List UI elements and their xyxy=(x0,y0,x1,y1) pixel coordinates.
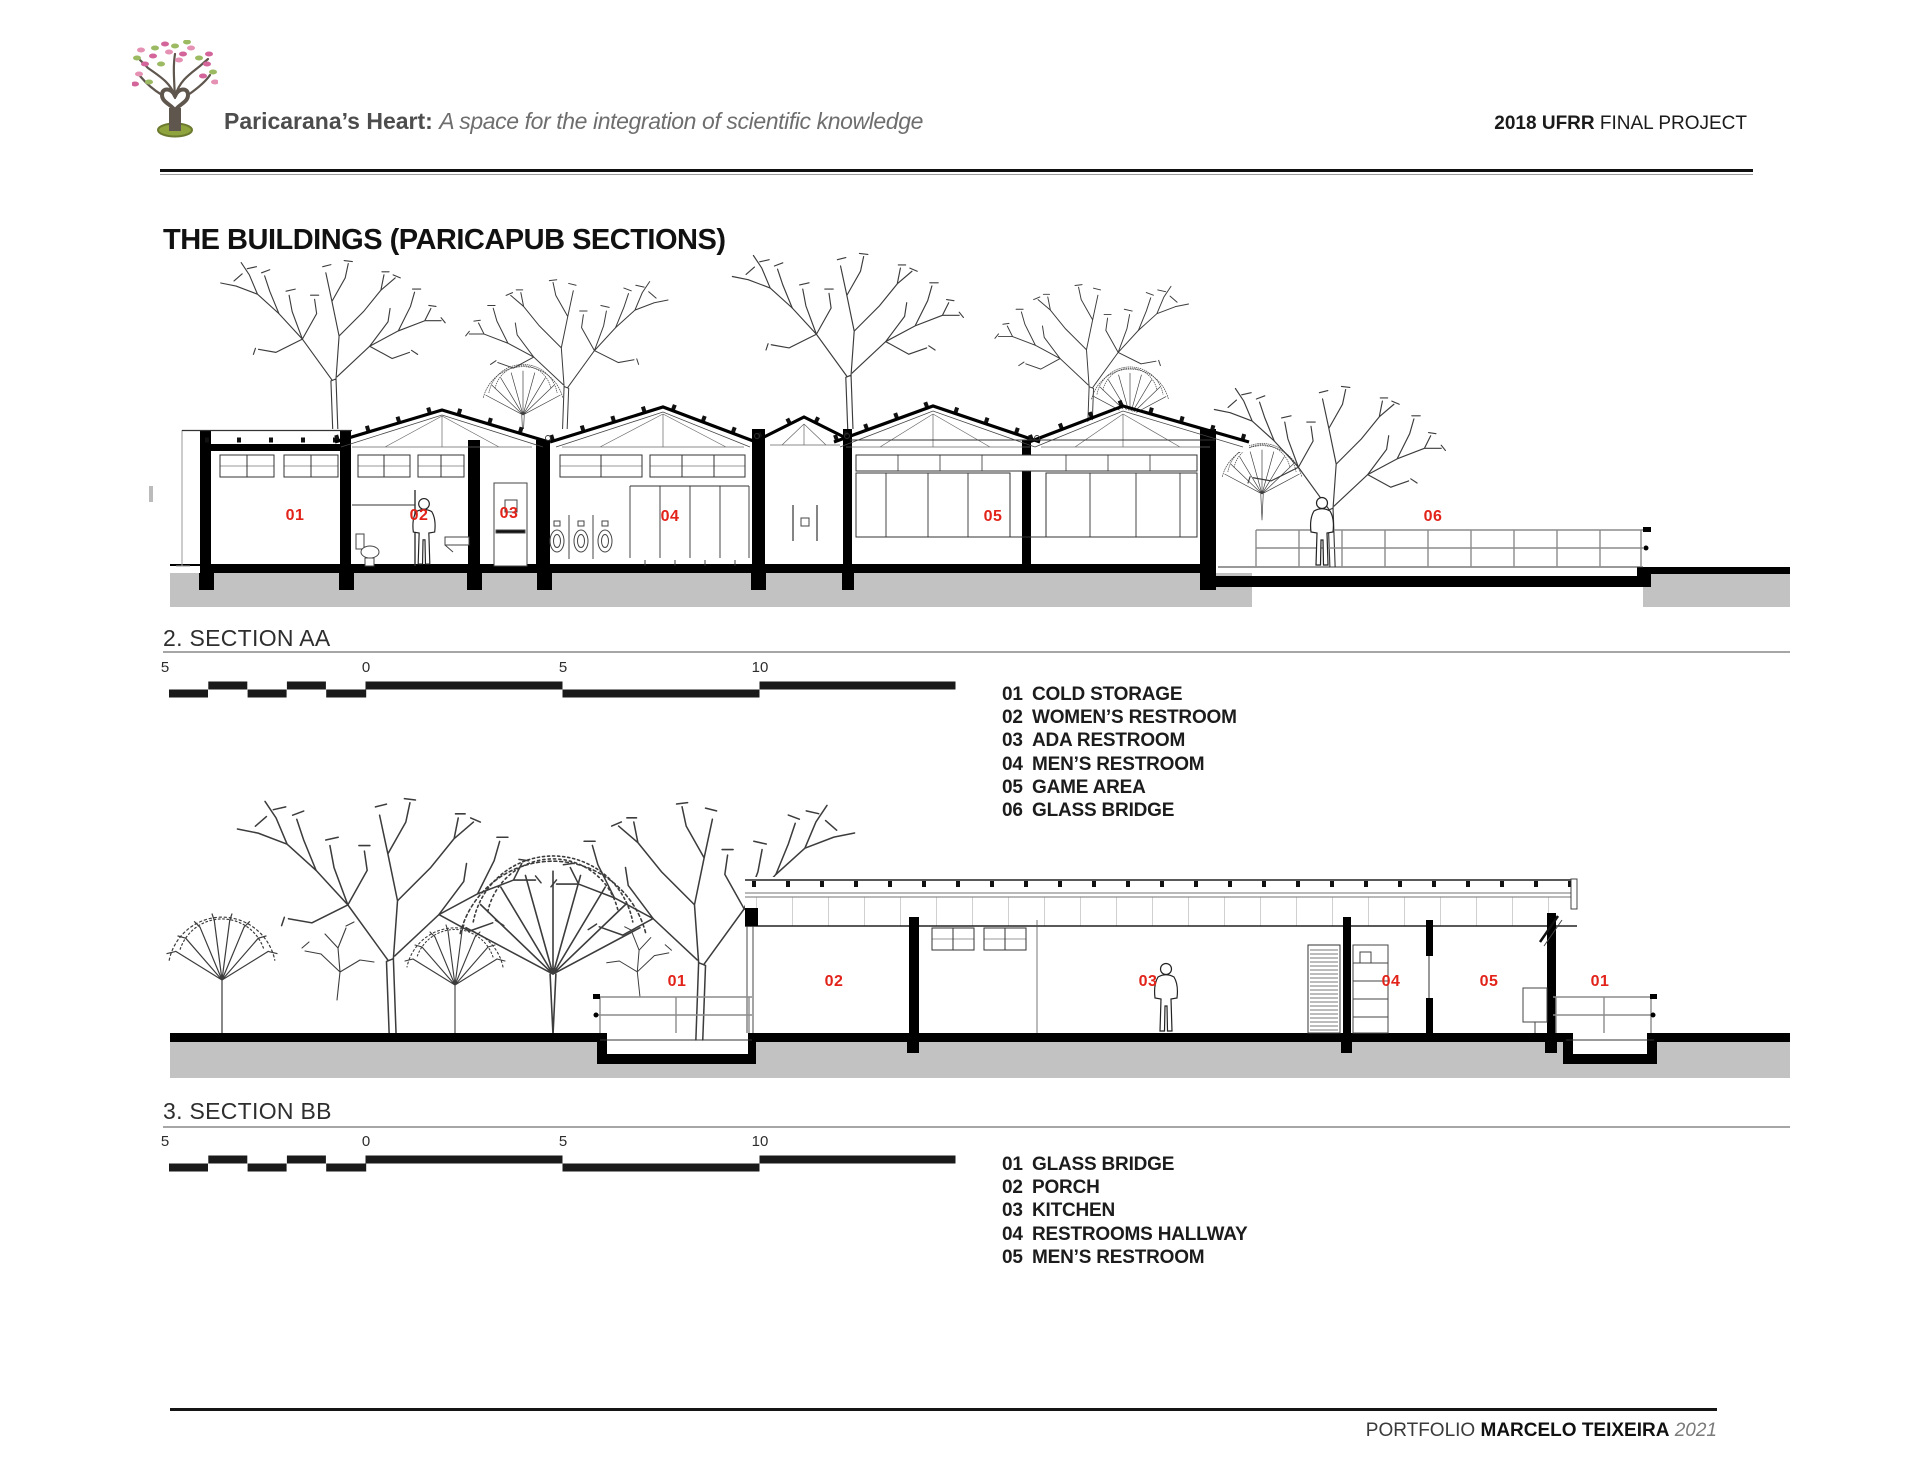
scale-label: 10 xyxy=(751,1133,769,1150)
legend-name: GLASS BRIDGE xyxy=(1032,1154,1175,1175)
legend-name: PORCH xyxy=(1032,1177,1100,1199)
section-aa-ground xyxy=(170,564,1790,607)
brand-name: Paricarana’s Heart: xyxy=(224,108,433,134)
legend-name: COLD STORAGE xyxy=(1032,684,1183,705)
section-aa-scale-bar xyxy=(169,681,959,698)
scale-label: 5 xyxy=(160,1133,170,1150)
legend-name: MEN’S RESTROOM xyxy=(1032,753,1205,775)
section-bb-rule xyxy=(163,1126,1790,1128)
legend-row: 02 PORCH xyxy=(1002,1177,1100,1199)
page-title: THE BUILDINGS (PARICAPUB SECTIONS) xyxy=(163,224,726,256)
room-label-bb-01b: 01 xyxy=(1590,973,1610,990)
room-label-aa-02: 02 xyxy=(409,507,429,524)
legend-row: 03 ADA RESTROOM xyxy=(1002,730,1186,752)
footer-credit: PORTFOLIO MARCELO TEIXEIRA 2021 xyxy=(1365,1420,1717,1441)
room-label-aa-06: 06 xyxy=(1423,508,1443,525)
footer-year: 2021 xyxy=(1669,1420,1717,1441)
legend-name: MEN’S RESTROOM xyxy=(1032,1246,1205,1268)
room-label-bb-03: 03 xyxy=(1138,973,1158,990)
legend-name: GLASS BRIDGE xyxy=(1032,799,1175,821)
scale-label: 0 xyxy=(361,1133,371,1150)
scale-label: 5 xyxy=(558,659,568,676)
legend-name: GAME AREA xyxy=(1032,776,1146,798)
section-aa-rule xyxy=(163,651,1790,653)
section-bb-title: 3. SECTION BB xyxy=(163,1098,332,1124)
room-label-bb-01: 01 xyxy=(667,973,687,990)
header-divider-thin xyxy=(160,174,1753,175)
legend-row: 04 MEN’S RESTROOM xyxy=(1002,753,1205,775)
legend-row: 02 WOMEN’S RESTROOM xyxy=(1002,707,1237,729)
section-bb-legend xyxy=(1002,1153,1247,1269)
footer-divider xyxy=(170,1408,1717,1411)
legend-row: 01 COLD STORAGE xyxy=(1002,684,1183,705)
legend-row: 05 MEN’S RESTROOM xyxy=(1002,1246,1205,1268)
brand-tagline: A space for the integration of scientific knowledge xyxy=(439,108,923,134)
scale-label: 10 xyxy=(751,659,769,676)
brand-title xyxy=(224,108,923,135)
room-label-bb-02: 02 xyxy=(824,973,844,990)
scale-label: 5 xyxy=(558,1133,568,1150)
room-label-aa-05: 05 xyxy=(983,508,1003,525)
section-bb-drawing xyxy=(140,740,1790,1085)
legend-row: 04 RESTROOMS HALLWAY xyxy=(1002,1223,1248,1245)
room-label-aa-01: 01 xyxy=(285,507,305,524)
scale-label: 0 xyxy=(361,659,371,676)
legend-row: 05 GAME AREA xyxy=(1002,776,1146,798)
room-label-aa-04: 04 xyxy=(660,508,680,525)
room-label-bb-04: 04 xyxy=(1381,973,1401,990)
footer-author: MARCELO TEIXEIRA xyxy=(1480,1420,1670,1441)
room-label-aa-03: 03 xyxy=(499,505,519,522)
section-bb-scale-bar xyxy=(169,1155,959,1172)
header-divider xyxy=(160,169,1753,172)
legend-name: WOMEN’S RESTROOM xyxy=(1032,707,1237,729)
legend-name: RESTROOMS HALLWAY xyxy=(1032,1223,1248,1245)
project-credit: 2018 UFRR FINAL PROJECT xyxy=(1494,113,1747,134)
legend-name: KITCHEN xyxy=(1032,1200,1116,1222)
legend-row: 01 GLASS BRIDGE xyxy=(1002,1154,1175,1175)
section-aa-title: 2. SECTION AA xyxy=(163,625,331,651)
legend-name: ADA RESTROOM xyxy=(1032,730,1186,752)
room-label-bb-05: 05 xyxy=(1479,973,1499,990)
scale-label: 5 xyxy=(160,659,170,676)
logo-tree-icon xyxy=(132,40,218,138)
section-aa-drawing xyxy=(140,228,1790,613)
legend-row: 03 KITCHEN xyxy=(1002,1200,1116,1222)
legend-row: 06 GLASS BRIDGE xyxy=(1002,799,1175,821)
